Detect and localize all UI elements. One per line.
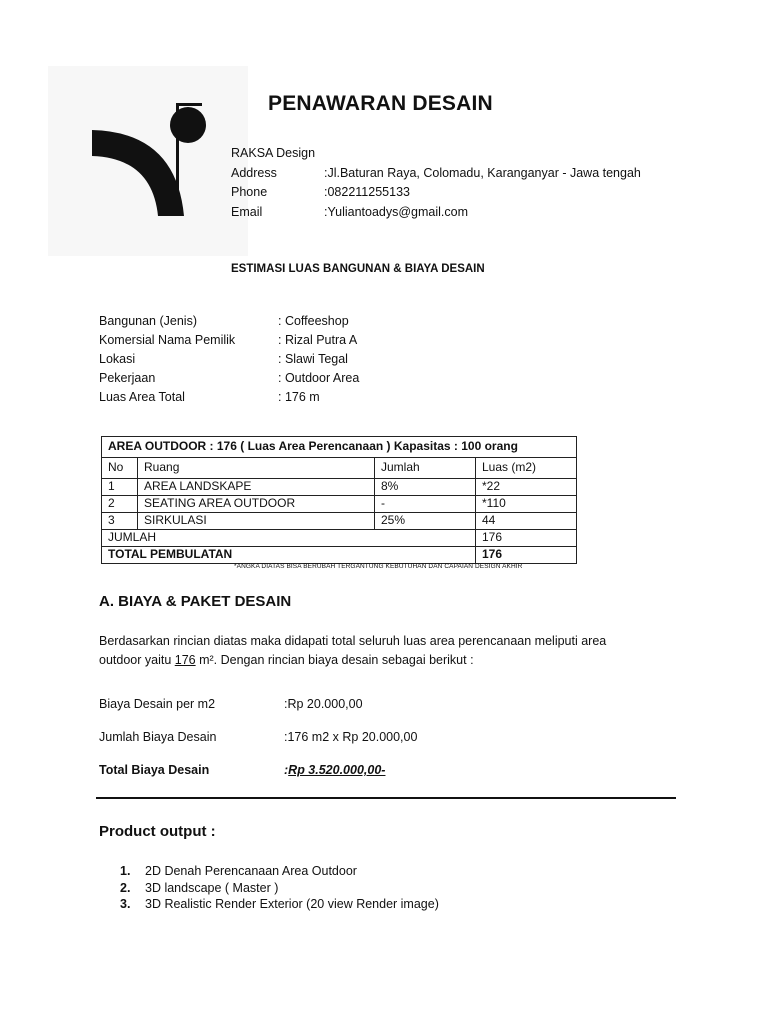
table-cell: SIRKULASI: [138, 513, 375, 530]
list-text: 3D landscape ( Master ): [145, 880, 279, 895]
info-row: [99, 312, 359, 331]
info-row: [99, 350, 359, 369]
contact-phone: [231, 183, 641, 203]
info-row: [99, 388, 359, 407]
contact-value: :Yuliantoadys@gmail.com: [324, 204, 469, 219]
table-note: *ANGKA DIATAS BISA BERUBAH TERGANTUNG KEBUTUHAN DAN CAPAIAN DESIGN AKHIR: [234, 563, 523, 570]
column-header: Ruang: [138, 458, 375, 479]
cost-colon: :: [284, 763, 289, 777]
cost-value: :Rp 20.000,00: [284, 697, 363, 711]
product-output-title: Product output :: [99, 823, 216, 840]
info-label: Luas Area Total: [99, 390, 185, 404]
column-header: Jumlah: [375, 458, 476, 479]
section-a-paragraph: [99, 632, 659, 669]
table-cell: -: [375, 496, 476, 513]
contact-label: Email: [231, 204, 263, 219]
column-header: No: [102, 458, 138, 479]
contact-value: :082211255133: [324, 185, 410, 199]
contact-email: [231, 203, 641, 223]
total-amount: Rp 3.520.000,00-: [288, 763, 386, 777]
table-cell: 1: [102, 479, 138, 496]
info-label: Pekerjaan: [99, 371, 156, 385]
table-cell: 2: [102, 496, 138, 513]
paragraph-text: outdoor yaitu: [99, 652, 175, 667]
cost-value: :176 m2 x Rp 20.000,00: [284, 730, 418, 744]
info-label: Bangunan (Jenis): [99, 314, 197, 328]
project-info: [99, 312, 359, 407]
area-table: [101, 436, 577, 564]
table-cell: *110: [476, 496, 577, 513]
table-header-row: [102, 458, 577, 479]
total-row: [102, 547, 577, 564]
list-text: 3D Realistic Render Exterior (20 view Render image): [145, 897, 439, 911]
table-cell: 44: [476, 513, 577, 530]
raksa-logo-icon: [48, 66, 248, 256]
table-cell: AREA LANDSKAPE: [138, 479, 375, 496]
info-row: [99, 331, 359, 350]
table-row: [102, 479, 577, 496]
table-cell: 3: [102, 513, 138, 530]
info-label: Lokasi: [99, 352, 136, 366]
info-value: : 176 m: [278, 390, 320, 404]
paragraph-line: Berdasarkan rincian diatas maka didapati total seluruh luas area perencanaan meliputi area: [99, 634, 607, 648]
table-cell: *22: [476, 479, 577, 496]
area-number: 176: [174, 652, 196, 667]
table-cell: 8%: [375, 479, 476, 496]
info-value: : Rizal Putra A: [278, 333, 358, 347]
cost-row-jumlah: [99, 730, 417, 744]
company-logo: [48, 66, 248, 256]
cost-label: Biaya Desain per m2: [99, 697, 216, 711]
cost-row-per-m2: [99, 697, 363, 711]
table-cell: 25%: [375, 513, 476, 530]
contact-label: Address: [231, 165, 277, 180]
list-number: 1.: [120, 864, 131, 878]
info-value: : Coffeeshop: [278, 314, 349, 328]
paragraph-text: m². Dengan rincian biaya desain sebagai berikut :: [195, 652, 474, 667]
company-info: [231, 144, 641, 222]
page-title: PENAWARAN DESAIN: [268, 92, 493, 115]
list-text: 2D Denah Perencanaan Area Outdoor: [145, 864, 357, 878]
table-row: [102, 513, 577, 530]
jumlah-label: JUMLAH: [102, 530, 476, 547]
table-heading: AREA OUTDOOR : 176 ( Luas Area Perencanaan ) Kapasitas : 100 orang: [102, 437, 577, 458]
cost-label: Total Biaya Desain: [99, 763, 210, 777]
column-header: Luas (m2): [476, 458, 577, 479]
list-item: [120, 880, 439, 897]
table-heading-row: [102, 437, 577, 458]
table-cell: SEATING AREA OUTDOOR: [138, 496, 375, 513]
divider: [96, 797, 676, 799]
cost-row-total: [99, 763, 385, 777]
info-value: : Slawi Tegal: [278, 352, 348, 366]
section-subtitle: ESTIMASI LUAS BANGUNAN & BIAYA DESAIN: [231, 263, 485, 275]
total-label: TOTAL PEMBULATAN: [102, 547, 476, 564]
contact-address: [231, 164, 641, 184]
list-item: [120, 896, 439, 913]
cost-total-value: [284, 763, 385, 777]
contact-label: Phone: [231, 185, 268, 199]
info-label: Komersial Nama Pemilik: [99, 333, 236, 347]
info-row: [99, 369, 359, 388]
list-number: 3.: [120, 897, 131, 911]
company-name: RAKSA Design: [231, 146, 316, 160]
cost-label: Jumlah Biaya Desain: [99, 730, 217, 744]
list-number: 2.: [120, 880, 131, 895]
contact-value: :Jl.Baturan Raya, Colomadu, Karanganyar - Jawa tengah: [324, 165, 641, 180]
section-a-title: A. BIAYA & PAKET DESAIN: [99, 593, 292, 610]
total-value: 176: [476, 547, 577, 564]
paragraph-line: [99, 651, 659, 670]
table-row: [102, 496, 577, 513]
jumlah-row: [102, 530, 577, 547]
jumlah-value: 176: [476, 530, 577, 547]
list-item: [120, 863, 439, 880]
product-output-list: [120, 863, 439, 913]
info-value: : Outdoor Area: [278, 371, 360, 385]
